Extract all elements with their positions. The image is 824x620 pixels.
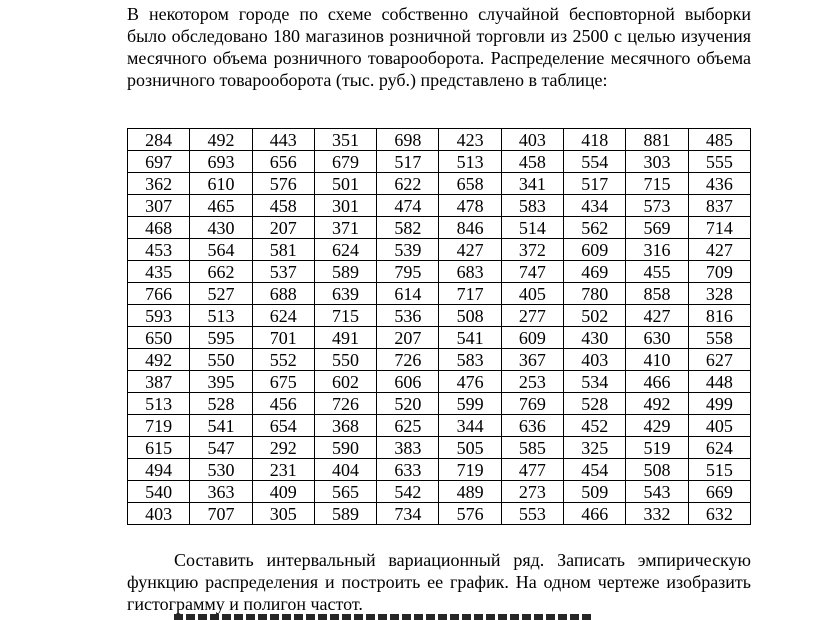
table-cell: 409 [252,481,314,503]
table-cell: 363 [190,481,252,503]
table-row [128,393,751,415]
table-cell: 253 [501,371,563,393]
table-cell: 351 [314,129,376,151]
table-cell: 231 [252,459,314,481]
table-cell: 277 [501,305,563,327]
table-cell: 469 [564,261,626,283]
table-cell: 436 [688,173,750,195]
table-cell: 595 [190,327,252,349]
table-cell: 527 [190,283,252,305]
table-cell: 675 [252,371,314,393]
table-cell: 569 [626,217,688,239]
table-cell: 465 [190,195,252,217]
table-cell: 581 [252,239,314,261]
table-cell: 698 [377,129,439,151]
table-cell: 582 [377,217,439,239]
table-cell: 452 [564,415,626,437]
table-cell: 726 [314,393,376,415]
table-cell: 550 [314,349,376,371]
table-cell: 630 [626,327,688,349]
table-cell: 837 [688,195,750,217]
table-cell: 715 [314,305,376,327]
table-cell: 513 [128,393,190,415]
table-cell: 555 [688,151,750,173]
table-cell: 639 [314,283,376,305]
table-cell: 614 [377,283,439,305]
table-row [128,371,751,393]
table-cell: 679 [314,151,376,173]
table-cell: 427 [439,239,501,261]
table-cell: 719 [439,459,501,481]
table-cell: 519 [626,437,688,459]
table-row [128,239,751,261]
table-cell: 284 [128,129,190,151]
table-cell: 747 [501,261,563,283]
table-cell: 589 [314,261,376,283]
table-cell: 656 [252,151,314,173]
table-row [128,151,751,173]
table-cell: 466 [564,503,626,525]
table-cell: 717 [439,283,501,305]
table-cell: 541 [190,415,252,437]
table-cell: 562 [564,217,626,239]
table-cell: 627 [688,349,750,371]
table-cell: 795 [377,261,439,283]
table-cell: 662 [190,261,252,283]
table-cell: 534 [564,371,626,393]
table-cell: 636 [501,415,563,437]
table-cell: 543 [626,481,688,503]
table-row [128,173,751,195]
data-table-container [127,128,751,525]
table-row [128,349,751,371]
table-cell: 609 [501,327,563,349]
table-cell: 726 [377,349,439,371]
table-cell: 477 [501,459,563,481]
table-cell: 537 [252,261,314,283]
table-cell: 435 [128,261,190,283]
table-cell: 701 [252,327,314,349]
table-row [128,415,751,437]
table-cell: 505 [439,437,501,459]
table-cell: 554 [564,151,626,173]
table-cell: 502 [564,305,626,327]
table-cell: 455 [626,261,688,283]
table-cell: 509 [564,481,626,503]
table-row [128,437,751,459]
table-cell: 443 [252,129,314,151]
table-cell: 553 [501,503,563,525]
table-cell: 547 [190,437,252,459]
table-cell: 715 [626,173,688,195]
table-cell: 714 [688,217,750,239]
table-cell: 520 [377,393,439,415]
table-cell: 305 [252,503,314,525]
table-row [128,459,751,481]
table-cell: 515 [688,459,750,481]
table-cell: 491 [314,327,376,349]
table-cell: 430 [564,327,626,349]
table-cell: 427 [688,239,750,261]
table-cell: 688 [252,283,314,305]
table-cell: 654 [252,415,314,437]
table-cell: 858 [626,283,688,305]
table-cell: 590 [314,437,376,459]
table-row [128,481,751,503]
table-cell: 709 [688,261,750,283]
table-cell: 552 [252,349,314,371]
table-cell: 766 [128,283,190,305]
table-cell: 683 [439,261,501,283]
table-cell: 573 [626,195,688,217]
table-cell: 418 [564,129,626,151]
table-cell: 499 [688,393,750,415]
table-row [128,195,751,217]
table-cell: 816 [688,305,750,327]
table-cell: 583 [501,195,563,217]
table-cell: 430 [190,217,252,239]
table-cell: 371 [314,217,376,239]
table-cell: 528 [564,393,626,415]
table-row [128,217,751,239]
table-cell: 622 [377,173,439,195]
table-cell: 344 [439,415,501,437]
table-cell: 273 [501,481,563,503]
table-cell: 362 [128,173,190,195]
table-cell: 458 [252,195,314,217]
table-cell: 508 [626,459,688,481]
table-cell: 565 [314,481,376,503]
table-cell: 387 [128,371,190,393]
table-cell: 501 [314,173,376,195]
table-cell: 769 [501,393,563,415]
table-cell: 468 [128,217,190,239]
table-cell: 466 [626,371,688,393]
table-cell: 303 [626,151,688,173]
table-row [128,129,751,151]
cut-off-text-fragment [174,614,594,620]
table-cell: 576 [439,503,501,525]
table-cell: 530 [190,459,252,481]
table-cell: 536 [377,305,439,327]
table-cell: 474 [377,195,439,217]
table-cell: 427 [626,305,688,327]
table-cell: 403 [564,349,626,371]
table-cell: 207 [252,217,314,239]
table-cell: 368 [314,415,376,437]
table-row [128,261,751,283]
table-cell: 508 [439,305,501,327]
table-cell: 403 [128,503,190,525]
table-cell: 541 [439,327,501,349]
table-cell: 372 [501,239,563,261]
table-cell: 458 [501,151,563,173]
table-cell: 307 [128,195,190,217]
table-cell: 593 [128,305,190,327]
table-cell: 540 [128,481,190,503]
table-cell: 494 [128,459,190,481]
table-cell: 325 [564,437,626,459]
table-cell: 316 [626,239,688,261]
table-cell: 528 [190,393,252,415]
table-cell: 478 [439,195,501,217]
table-cell: 599 [439,393,501,415]
table-cell: 625 [377,415,439,437]
table-cell: 650 [128,327,190,349]
table-cell: 492 [626,393,688,415]
table-cell: 423 [439,129,501,151]
table-cell: 489 [439,481,501,503]
turnover-data-table [127,128,751,525]
table-cell: 517 [564,173,626,195]
task-text: Составить интервальный вариационный ряд. Записать эмпирическую функцию распределения и построить ее график. На одном чертеже изобразить гистограмму и полигон частот. [127,550,751,614]
table-cell: 606 [377,371,439,393]
table-cell: 564 [190,239,252,261]
data-table-body [128,129,751,525]
table-cell: 485 [688,129,750,151]
table-cell: 207 [377,327,439,349]
table-cell: 697 [128,151,190,173]
table-cell: 513 [190,305,252,327]
table-cell: 404 [314,459,376,481]
table-cell: 693 [190,151,252,173]
table-cell: 624 [252,305,314,327]
table-cell: 734 [377,503,439,525]
table-cell: 576 [252,173,314,195]
table-cell: 881 [626,129,688,151]
table-cell: 633 [377,459,439,481]
table-cell: 780 [564,283,626,305]
table-cell: 550 [190,349,252,371]
table-cell: 456 [252,393,314,415]
table-cell: 395 [190,371,252,393]
table-cell: 513 [439,151,501,173]
table-cell: 624 [314,239,376,261]
table-cell: 383 [377,437,439,459]
table-cell: 615 [128,437,190,459]
table-cell: 476 [439,371,501,393]
table-row [128,283,751,305]
problem-intro-text: В некотором городе по схеме собственно случайной бесповторной выборки было обследовано 180 магазинов розничной торговли из 2500 с целью изучения месячного объема розничного товарооборота. Распределение месячного объема розничного товарооборота (тыс. руб.) представлено в таблице: [127,4,751,90]
table-cell: 367 [501,349,563,371]
table-cell: 301 [314,195,376,217]
table-cell: 454 [564,459,626,481]
table-cell: 558 [688,327,750,349]
table-cell: 492 [128,349,190,371]
table-cell: 410 [626,349,688,371]
table-cell: 585 [501,437,563,459]
table-cell: 434 [564,195,626,217]
table-cell: 403 [501,129,563,151]
table-cell: 583 [439,349,501,371]
table-cell: 669 [688,481,750,503]
table-cell: 624 [688,437,750,459]
table-cell: 514 [501,217,563,239]
table-cell: 405 [688,415,750,437]
table-row [128,327,751,349]
table-cell: 609 [564,239,626,261]
table-cell: 719 [128,415,190,437]
table-cell: 517 [377,151,439,173]
table-cell: 332 [626,503,688,525]
table-cell: 405 [501,283,563,305]
table-cell: 707 [190,503,252,525]
table-row [128,305,751,327]
truncated-next-line [127,614,751,620]
table-cell: 602 [314,371,376,393]
table-cell: 632 [688,503,750,525]
table-cell: 429 [626,415,688,437]
table-cell: 292 [252,437,314,459]
table-cell: 453 [128,239,190,261]
table-cell: 658 [439,173,501,195]
table-cell: 448 [688,371,750,393]
table-cell: 341 [501,173,563,195]
table-cell: 492 [190,129,252,151]
table-cell: 539 [377,239,439,261]
table-cell: 328 [688,283,750,305]
table-cell: 846 [439,217,501,239]
table-cell: 589 [314,503,376,525]
table-cell: 542 [377,481,439,503]
table-cell: 610 [190,173,252,195]
table-row [128,503,751,525]
